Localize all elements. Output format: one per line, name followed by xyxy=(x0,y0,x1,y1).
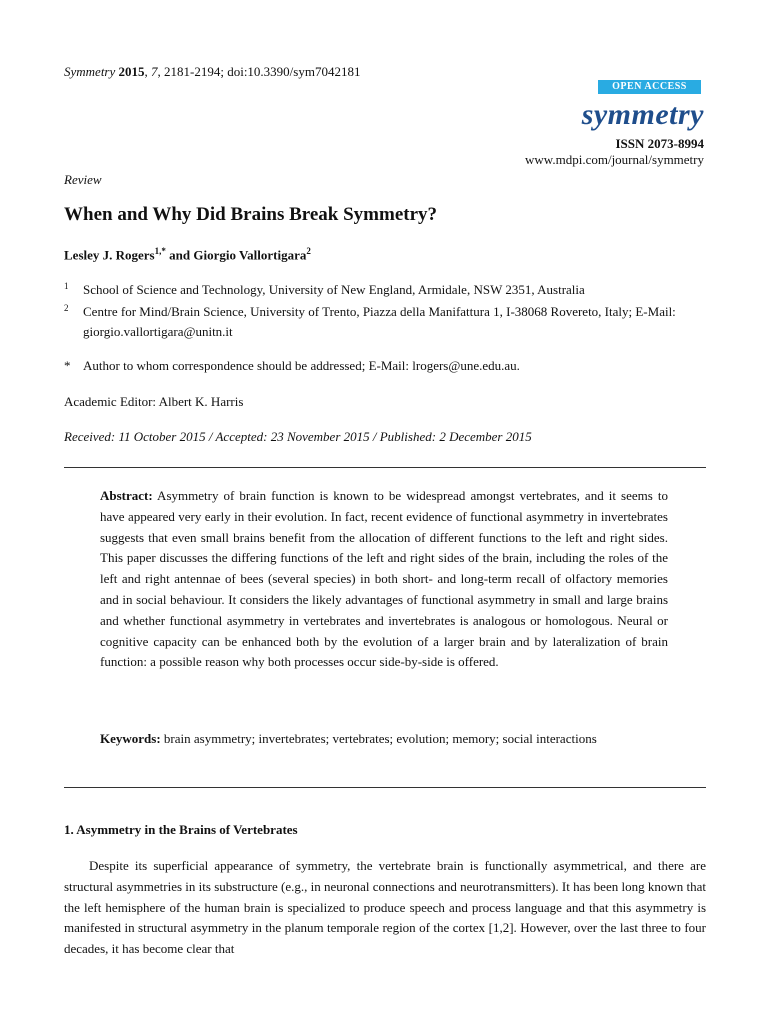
correspondence-note xyxy=(64,356,704,376)
academic-editor: Academic Editor: Albert K. Harris xyxy=(64,394,244,409)
abstract-label: Abstract: xyxy=(100,488,153,503)
affiliation-num: 2 xyxy=(64,303,69,313)
correspondence-text: Author to whom correspondence should be addressed; E-Mail: lrogers@une.edu.au. xyxy=(83,358,520,373)
open-access-badge: OPEN ACCESS xyxy=(598,80,701,94)
volume: 7 xyxy=(151,64,158,79)
author-line xyxy=(64,246,311,263)
affiliation-text: Centre for Mind/Brain Science, University of Trento, Piazza della Manifattura 1, I-38068 Rovereto, Italy; E-Mail: giorgio.vallortigara@unitn.it xyxy=(83,304,676,339)
abstract xyxy=(100,486,668,673)
affiliation-text: School of Science and Technology, University of New England, Armidale, NSW 2351, Australia xyxy=(83,282,585,297)
author-2-affil: 2 xyxy=(306,246,311,256)
keywords-label: Keywords: xyxy=(100,731,161,746)
correspondence-star: * xyxy=(64,358,71,373)
author-1-affil: 1,* xyxy=(154,246,166,256)
year: 2015 xyxy=(118,64,145,79)
section-heading: 1. Asymmetry in the Brains of Vertebrates xyxy=(64,822,298,837)
publication-dates: Received: 11 October 2015 / Accepted: 23 November 2015 / Published: 2 December 2015 xyxy=(64,429,532,444)
pages-doi: , 2181-2194; doi:10.3390/sym7042181 xyxy=(157,64,361,79)
divider-bottom xyxy=(64,787,706,788)
issn: ISSN 2073-8994 xyxy=(615,136,704,151)
abstract-text: Asymmetry of brain function is known to be widespread amongst vertebrates, and it seems to have appeared very early in their evolution. In fact, recent evidence of functional asymmetry in invertebrates suggests that even small brains benefit from the allocation of different functions to the left and right sides. This paper discusses the differing functions of the left and right sides of the brain, including the roles of the left and right antennae of bees (several species) in both short- and long-term recall of olfactory memories and in social behaviour. It considers the likely advantages of functional asymmetry in small and large brains and whether functional asymmetry in vertebrates and invertebrates is analogous or homologous. Neural or cognitive capacity can be enhanced both by the evolution of a larger brain and by lateralization of brain function: a possible reason why both processes occur side-by-side is offered. xyxy=(100,488,668,670)
divider-top xyxy=(64,467,706,468)
journal-name: Symmetry xyxy=(64,64,116,79)
paper-title: When and Why Did Brains Break Symmetry? xyxy=(64,204,438,225)
keywords-text: brain asymmetry; invertebrates; vertebrates; evolution; memory; social interactions xyxy=(160,731,597,746)
journal-logo: symmetry xyxy=(581,98,704,131)
keywords xyxy=(100,729,668,749)
body-paragraph: Despite its superficial appearance of symmetry, the vertebrate brain is functionally asymmetrical, and there are structural asymmetries in its substructure (e.g., in neuronal connections and neurotransmitters). It has been long known that the left hemisphere of the human brain is specialized to produce speech and process language and that this asymmetry is manifested in structural asymmetry in the planum temporale region of the cortex [1,2]. However, over the last three to four decades, it has become clear that xyxy=(64,858,706,957)
affiliation-2 xyxy=(64,302,704,342)
article-type: Review xyxy=(64,172,102,187)
citation-line: Symmetry 2015, 7, 2181-2194; doi:10.3390/sym7042181 xyxy=(64,64,361,79)
affiliation-num: 1 xyxy=(64,281,69,291)
author-and: and xyxy=(165,247,194,263)
author-1: Lesley J. Rogers xyxy=(64,247,155,263)
author-2: Giorgio Vallortigara xyxy=(193,247,307,263)
affiliation-1 xyxy=(64,280,704,300)
journal-url[interactable]: www.mdpi.com/journal/symmetry xyxy=(525,152,704,167)
